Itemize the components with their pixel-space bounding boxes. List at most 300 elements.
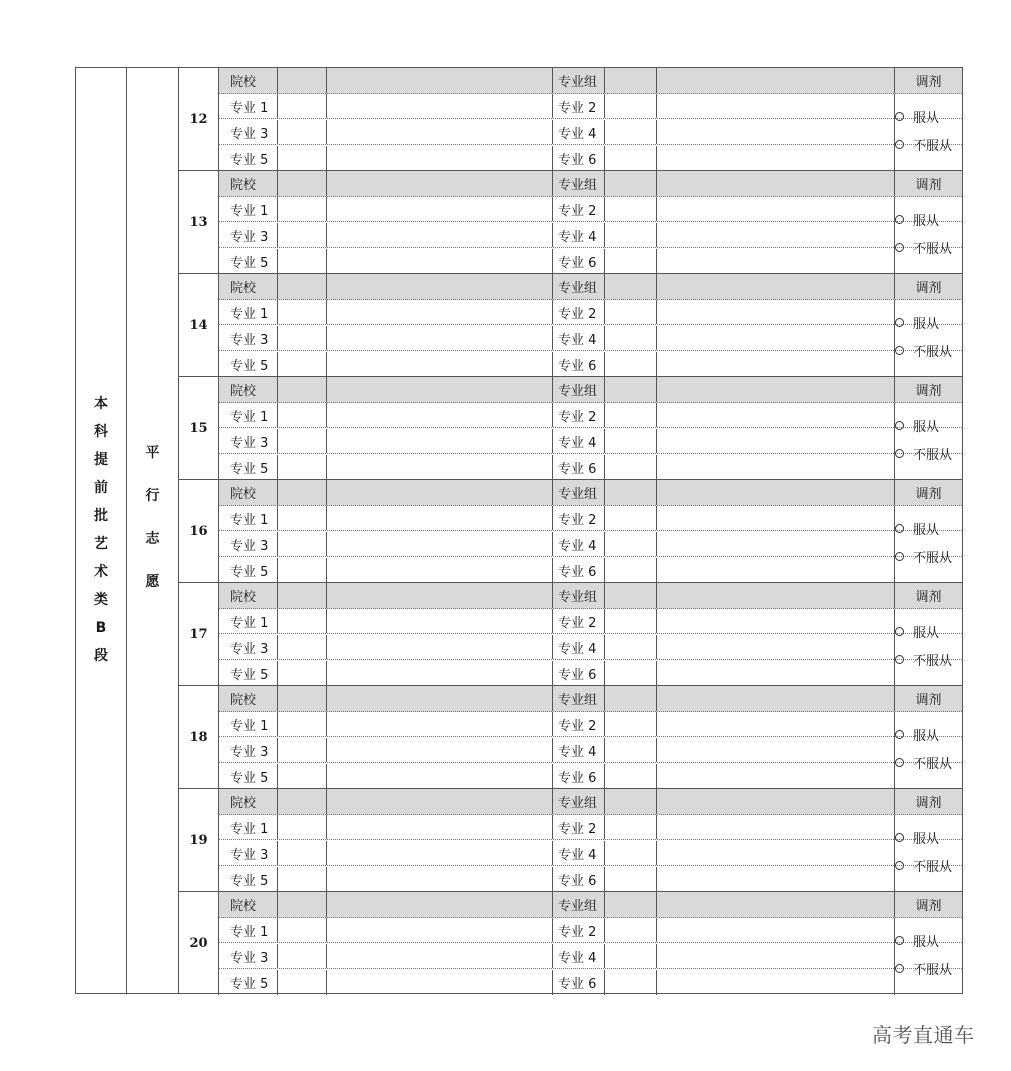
major-name-field[interactable] xyxy=(326,532,552,556)
major-row xyxy=(219,146,962,171)
major-label: 专业 4 xyxy=(552,635,604,659)
volunteer-block xyxy=(179,274,962,377)
radio-circle-icon[interactable] xyxy=(895,964,904,973)
adjust-label: 调剂 xyxy=(894,583,962,608)
school-code-field[interactable] xyxy=(277,68,326,93)
major-label: 专业 4 xyxy=(552,429,604,453)
major-code-field[interactable] xyxy=(277,94,326,118)
major-label: 专业 5 xyxy=(230,977,269,992)
radio-circle-icon[interactable] xyxy=(895,215,904,224)
accept-label: 服从 xyxy=(913,729,940,744)
major-label: 专业 5 xyxy=(230,462,269,477)
major-name-field[interactable] xyxy=(656,841,894,865)
major-group-name-field[interactable] xyxy=(656,686,894,711)
accept-option[interactable] xyxy=(895,107,939,126)
major-name-field[interactable] xyxy=(656,738,894,762)
major-code-field[interactable] xyxy=(604,532,656,556)
radio-circle-icon[interactable] xyxy=(895,627,904,636)
major-code-field[interactable] xyxy=(604,506,656,530)
major-name-field[interactable] xyxy=(326,944,552,968)
major-code-field[interactable] xyxy=(277,867,326,892)
major-name-field[interactable] xyxy=(656,867,894,892)
major-name-field[interactable] xyxy=(656,429,894,453)
header-row xyxy=(219,583,962,609)
major-name-field[interactable] xyxy=(326,558,552,583)
volunteer-block xyxy=(179,583,962,686)
major-name-field[interactable] xyxy=(326,506,552,530)
major-group-code-field[interactable] xyxy=(604,68,656,93)
major-code-field[interactable] xyxy=(277,635,326,659)
major-label: 专业 1 xyxy=(230,203,269,219)
major-group-name-field[interactable] xyxy=(656,583,894,608)
volunteer-number: 12 xyxy=(179,68,219,170)
radio-circle-icon[interactable] xyxy=(895,318,904,327)
adjust-options xyxy=(894,300,962,376)
major-name-field[interactable] xyxy=(656,970,894,995)
major-name-field[interactable] xyxy=(326,300,552,324)
major-code-field[interactable] xyxy=(277,352,326,377)
radio-circle-icon[interactable] xyxy=(895,112,904,121)
major-name-field[interactable] xyxy=(326,249,552,274)
volunteer-block xyxy=(179,480,962,583)
major-label: 专业 3 xyxy=(230,435,269,451)
adjust-options xyxy=(894,712,962,788)
major-code-field[interactable] xyxy=(277,146,326,171)
major-label: 专业 3 xyxy=(230,229,269,245)
major-code-field[interactable] xyxy=(277,970,326,995)
major-code-field[interactable] xyxy=(604,918,656,942)
major-row xyxy=(219,455,962,480)
major-name-field[interactable] xyxy=(656,403,894,427)
major-code-field[interactable] xyxy=(604,558,656,583)
radio-circle-icon[interactable] xyxy=(895,730,904,739)
major-group-label: 专业组 xyxy=(552,686,604,711)
major-code-field[interactable] xyxy=(277,661,326,686)
major-label: 专业 6 xyxy=(552,249,604,274)
accept-option[interactable] xyxy=(895,313,939,332)
major-code-field[interactable] xyxy=(604,738,656,762)
school-code-field[interactable] xyxy=(277,583,326,608)
type-char: 愿 xyxy=(145,574,160,590)
major-group-name-field[interactable] xyxy=(656,789,894,814)
major-label: 专业 2 xyxy=(552,94,604,118)
major-code-field[interactable] xyxy=(277,506,326,530)
major-label: 专业 4 xyxy=(552,944,604,968)
school-name-field[interactable] xyxy=(326,789,552,814)
radio-circle-icon[interactable] xyxy=(895,833,904,842)
major-name-field[interactable] xyxy=(326,918,552,942)
major-row xyxy=(219,223,962,248)
batch-char: 术 xyxy=(94,564,108,580)
decline-label: 不服从 xyxy=(913,860,953,875)
major-name-field[interactable] xyxy=(656,506,894,530)
type-label xyxy=(127,432,178,604)
header-row xyxy=(219,274,962,300)
major-code-field[interactable] xyxy=(277,120,326,144)
batch-char: 类 xyxy=(94,592,108,608)
major-group-code-field[interactable] xyxy=(604,377,656,402)
major-name-field[interactable] xyxy=(326,970,552,995)
header-row xyxy=(219,892,962,918)
header-row xyxy=(219,68,962,94)
major-code-field[interactable] xyxy=(604,609,656,633)
major-name-field[interactable] xyxy=(656,635,894,659)
major-group-code-field[interactable] xyxy=(604,274,656,299)
major-code-field[interactable] xyxy=(604,249,656,274)
decline-option[interactable] xyxy=(895,238,952,257)
major-label: 专业 6 xyxy=(552,764,604,789)
major-code-field[interactable] xyxy=(604,970,656,995)
school-name-field[interactable] xyxy=(326,583,552,608)
decline-label: 不服从 xyxy=(913,242,953,257)
decline-option[interactable] xyxy=(895,547,952,566)
volunteer-block xyxy=(179,68,962,171)
volunteer-number: 16 xyxy=(179,480,219,582)
radio-circle-icon[interactable] xyxy=(895,861,904,870)
major-name-field[interactable] xyxy=(656,223,894,247)
major-code-field[interactable] xyxy=(604,146,656,171)
major-code-field[interactable] xyxy=(604,300,656,324)
major-group-name-field[interactable] xyxy=(656,171,894,196)
major-name-field[interactable] xyxy=(326,403,552,427)
accept-label: 服从 xyxy=(913,420,940,435)
major-code-field[interactable] xyxy=(604,223,656,247)
major-name-field[interactable] xyxy=(656,558,894,583)
major-name-field[interactable] xyxy=(656,120,894,144)
school-name-field[interactable] xyxy=(326,171,552,196)
major-code-field[interactable] xyxy=(277,455,326,480)
major-code-field[interactable] xyxy=(604,712,656,736)
radio-circle-icon[interactable] xyxy=(895,243,904,252)
major-name-field[interactable] xyxy=(326,455,552,480)
major-code-field[interactable] xyxy=(604,455,656,480)
accept-option[interactable] xyxy=(895,210,939,229)
major-label: 专业 4 xyxy=(552,738,604,762)
accept-label: 服从 xyxy=(913,626,940,641)
major-row xyxy=(219,558,962,583)
accept-option[interactable] xyxy=(895,519,939,538)
major-name-field[interactable] xyxy=(656,918,894,942)
major-label: 专业 4 xyxy=(552,841,604,865)
accept-option[interactable] xyxy=(895,931,939,950)
volunteer-block xyxy=(179,377,962,480)
major-code-field[interactable] xyxy=(604,429,656,453)
major-row xyxy=(219,403,962,428)
school-code-field[interactable] xyxy=(277,377,326,402)
major-label: 专业 4 xyxy=(552,532,604,556)
batch-char: 提 xyxy=(94,452,108,468)
adjust-label: 调剂 xyxy=(894,480,962,505)
major-code-field[interactable] xyxy=(277,558,326,583)
major-label: 专业 2 xyxy=(552,918,604,942)
major-row xyxy=(219,94,962,119)
batch-char: 批 xyxy=(94,508,108,524)
major-name-field[interactable] xyxy=(656,94,894,118)
major-code-field[interactable] xyxy=(604,352,656,377)
major-code-field[interactable] xyxy=(277,300,326,324)
major-row xyxy=(219,970,962,995)
major-label: 专业 5 xyxy=(230,874,269,889)
major-label: 专业 4 xyxy=(552,120,604,144)
major-label: 专业 6 xyxy=(552,146,604,171)
major-name-field[interactable] xyxy=(656,249,894,274)
major-name-field[interactable] xyxy=(326,841,552,865)
decline-label: 不服从 xyxy=(913,757,953,772)
major-label: 专业 5 xyxy=(230,565,269,580)
accept-label: 服从 xyxy=(913,317,940,332)
major-name-field[interactable] xyxy=(326,609,552,633)
batch-char: 段 xyxy=(94,648,108,664)
major-group-code-field[interactable] xyxy=(604,892,656,917)
decline-label: 不服从 xyxy=(913,448,953,463)
school-code-field[interactable] xyxy=(277,480,326,505)
school-name-field[interactable] xyxy=(326,892,552,917)
major-name-field[interactable] xyxy=(326,146,552,171)
type-char: 行 xyxy=(145,488,160,504)
major-row xyxy=(219,506,962,531)
major-group-label: 专业组 xyxy=(552,892,604,917)
header-row xyxy=(219,171,962,197)
major-row xyxy=(219,352,962,377)
major-row xyxy=(219,944,962,969)
school-label: 院校 xyxy=(230,384,257,399)
decline-option[interactable] xyxy=(895,341,952,360)
major-name-field[interactable] xyxy=(326,712,552,736)
major-row xyxy=(219,841,962,866)
decline-option[interactable] xyxy=(895,753,952,772)
major-name-field[interactable] xyxy=(656,764,894,789)
major-label: 专业 5 xyxy=(230,359,269,374)
major-name-field[interactable] xyxy=(656,712,894,736)
school-label: 院校 xyxy=(230,590,257,605)
adjust-options xyxy=(894,506,962,582)
major-name-field[interactable] xyxy=(656,944,894,968)
accept-label: 服从 xyxy=(913,935,940,950)
major-name-field[interactable] xyxy=(326,94,552,118)
major-code-field[interactable] xyxy=(604,326,656,350)
major-code-field[interactable] xyxy=(604,661,656,686)
major-group-name-field[interactable] xyxy=(656,274,894,299)
major-name-field[interactable] xyxy=(326,326,552,350)
major-label: 专业 6 xyxy=(552,455,604,480)
adjust-options xyxy=(894,918,962,995)
major-code-field[interactable] xyxy=(604,120,656,144)
major-code-field[interactable] xyxy=(604,197,656,221)
major-name-field[interactable] xyxy=(326,352,552,377)
major-label: 专业 1 xyxy=(230,100,269,116)
header-row xyxy=(219,480,962,506)
major-row xyxy=(219,300,962,325)
radio-circle-icon[interactable] xyxy=(895,936,904,945)
major-group-code-field[interactable] xyxy=(604,171,656,196)
school-name-field[interactable] xyxy=(326,68,552,93)
major-name-field[interactable] xyxy=(656,352,894,377)
school-code-field[interactable] xyxy=(277,789,326,814)
type-char: 平 xyxy=(145,445,160,461)
major-label: 专业 2 xyxy=(552,712,604,736)
adjust-label: 调剂 xyxy=(894,68,962,93)
major-group-label: 专业组 xyxy=(552,171,604,196)
major-name-field[interactable] xyxy=(656,532,894,556)
major-code-field[interactable] xyxy=(277,712,326,736)
volunteer-number: 20 xyxy=(179,892,219,995)
school-code-field[interactable] xyxy=(277,274,326,299)
major-code-field[interactable] xyxy=(277,738,326,762)
accept-option[interactable] xyxy=(895,622,939,641)
major-name-field[interactable] xyxy=(326,867,552,892)
decline-option[interactable] xyxy=(895,959,952,978)
adjust-options xyxy=(894,94,962,170)
major-label: 专业 6 xyxy=(552,867,604,892)
major-code-field[interactable] xyxy=(277,918,326,942)
major-code-field[interactable] xyxy=(604,944,656,968)
major-name-field[interactable] xyxy=(326,738,552,762)
major-name-field[interactable] xyxy=(656,326,894,350)
adjust-label: 调剂 xyxy=(894,171,962,196)
radio-circle-icon[interactable] xyxy=(895,552,904,561)
major-label: 专业 1 xyxy=(230,615,269,631)
radio-circle-icon[interactable] xyxy=(895,524,904,533)
major-row xyxy=(219,661,962,686)
major-label: 专业 1 xyxy=(230,718,269,734)
volunteer-number: 15 xyxy=(179,377,219,479)
major-group-name-field[interactable] xyxy=(656,68,894,93)
batch-char: 艺 xyxy=(94,536,108,552)
major-name-field[interactable] xyxy=(326,197,552,221)
major-label: 专业 3 xyxy=(230,847,269,863)
major-code-field[interactable] xyxy=(277,841,326,865)
major-name-field[interactable] xyxy=(656,146,894,171)
school-name-field[interactable] xyxy=(326,686,552,711)
accept-label: 服从 xyxy=(913,832,940,847)
major-name-field[interactable] xyxy=(326,429,552,453)
major-group-code-field[interactable] xyxy=(604,583,656,608)
major-label: 专业 2 xyxy=(552,815,604,839)
major-code-field[interactable] xyxy=(277,609,326,633)
major-name-field[interactable] xyxy=(326,635,552,659)
major-label: 专业 3 xyxy=(230,744,269,760)
header-row xyxy=(219,686,962,712)
decline-option[interactable] xyxy=(895,856,952,875)
major-label: 专业 3 xyxy=(230,332,269,348)
major-code-field[interactable] xyxy=(277,326,326,350)
major-name-field[interactable] xyxy=(326,661,552,686)
batch-label xyxy=(76,390,126,670)
batch-char: 前 xyxy=(94,480,108,496)
school-label: 院校 xyxy=(230,281,257,296)
volunteer-block xyxy=(179,686,962,789)
major-name-field[interactable] xyxy=(326,223,552,247)
radio-circle-icon[interactable] xyxy=(895,346,904,355)
volunteer-number: 18 xyxy=(179,686,219,788)
major-name-field[interactable] xyxy=(656,815,894,839)
major-code-field[interactable] xyxy=(604,403,656,427)
major-row xyxy=(219,197,962,222)
school-name-field[interactable] xyxy=(326,377,552,402)
major-group-label: 专业组 xyxy=(552,68,604,93)
major-code-field[interactable] xyxy=(604,764,656,789)
radio-circle-icon[interactable] xyxy=(895,655,904,664)
major-row xyxy=(219,609,962,634)
adjust-label: 调剂 xyxy=(894,686,962,711)
volunteer-number: 13 xyxy=(179,171,219,273)
school-label: 院校 xyxy=(230,796,257,811)
major-group-name-field[interactable] xyxy=(656,892,894,917)
radio-circle-icon[interactable] xyxy=(895,758,904,767)
school-name-field[interactable] xyxy=(326,274,552,299)
major-code-field[interactable] xyxy=(277,249,326,274)
major-code-field[interactable] xyxy=(277,403,326,427)
major-label: 专业 1 xyxy=(230,821,269,837)
major-code-field[interactable] xyxy=(277,944,326,968)
major-name-field[interactable] xyxy=(326,120,552,144)
radio-circle-icon[interactable] xyxy=(895,449,904,458)
decline-option[interactable] xyxy=(895,135,952,154)
volunteer-block xyxy=(179,892,962,995)
radio-circle-icon[interactable] xyxy=(895,421,904,430)
major-label: 专业 5 xyxy=(230,153,269,168)
major-code-field[interactable] xyxy=(277,429,326,453)
major-label: 专业 1 xyxy=(230,409,269,425)
major-name-field[interactable] xyxy=(656,661,894,686)
batch-column xyxy=(76,68,127,993)
volunteer-form-table xyxy=(75,67,963,994)
accept-option[interactable] xyxy=(895,828,939,847)
major-label: 专业 3 xyxy=(230,538,269,554)
type-column xyxy=(127,68,179,993)
major-code-field[interactable] xyxy=(277,197,326,221)
school-code-field[interactable] xyxy=(277,686,326,711)
accept-option[interactable] xyxy=(895,416,939,435)
major-code-field[interactable] xyxy=(277,223,326,247)
decline-label: 不服从 xyxy=(913,963,953,978)
school-code-field[interactable] xyxy=(277,171,326,196)
major-code-field[interactable] xyxy=(604,867,656,892)
major-label: 专业 6 xyxy=(552,970,604,995)
major-code-field[interactable] xyxy=(604,635,656,659)
decline-option[interactable] xyxy=(895,444,952,463)
major-group-name-field[interactable] xyxy=(656,377,894,402)
adjust-label: 调剂 xyxy=(894,892,962,917)
major-name-field[interactable] xyxy=(656,609,894,633)
major-group-code-field[interactable] xyxy=(604,789,656,814)
major-group-code-field[interactable] xyxy=(604,686,656,711)
major-label: 专业 5 xyxy=(230,771,269,786)
major-group-code-field[interactable] xyxy=(604,480,656,505)
school-code-field[interactable] xyxy=(277,892,326,917)
major-group-name-field[interactable] xyxy=(656,480,894,505)
major-code-field[interactable] xyxy=(604,841,656,865)
major-name-field[interactable] xyxy=(656,197,894,221)
radio-circle-icon[interactable] xyxy=(895,140,904,149)
major-name-field[interactable] xyxy=(656,300,894,324)
major-row xyxy=(219,738,962,763)
major-code-field[interactable] xyxy=(277,532,326,556)
major-code-field[interactable] xyxy=(604,94,656,118)
major-name-field[interactable] xyxy=(326,764,552,789)
decline-option[interactable] xyxy=(895,650,952,669)
major-code-field[interactable] xyxy=(277,764,326,789)
major-label: 专业 6 xyxy=(552,558,604,583)
major-code-field[interactable] xyxy=(604,815,656,839)
accept-label: 服从 xyxy=(913,523,940,538)
major-row xyxy=(219,429,962,454)
major-name-field[interactable] xyxy=(326,815,552,839)
school-name-field[interactable] xyxy=(326,480,552,505)
major-name-field[interactable] xyxy=(656,455,894,480)
major-code-field[interactable] xyxy=(277,815,326,839)
accept-option[interactable] xyxy=(895,725,939,744)
